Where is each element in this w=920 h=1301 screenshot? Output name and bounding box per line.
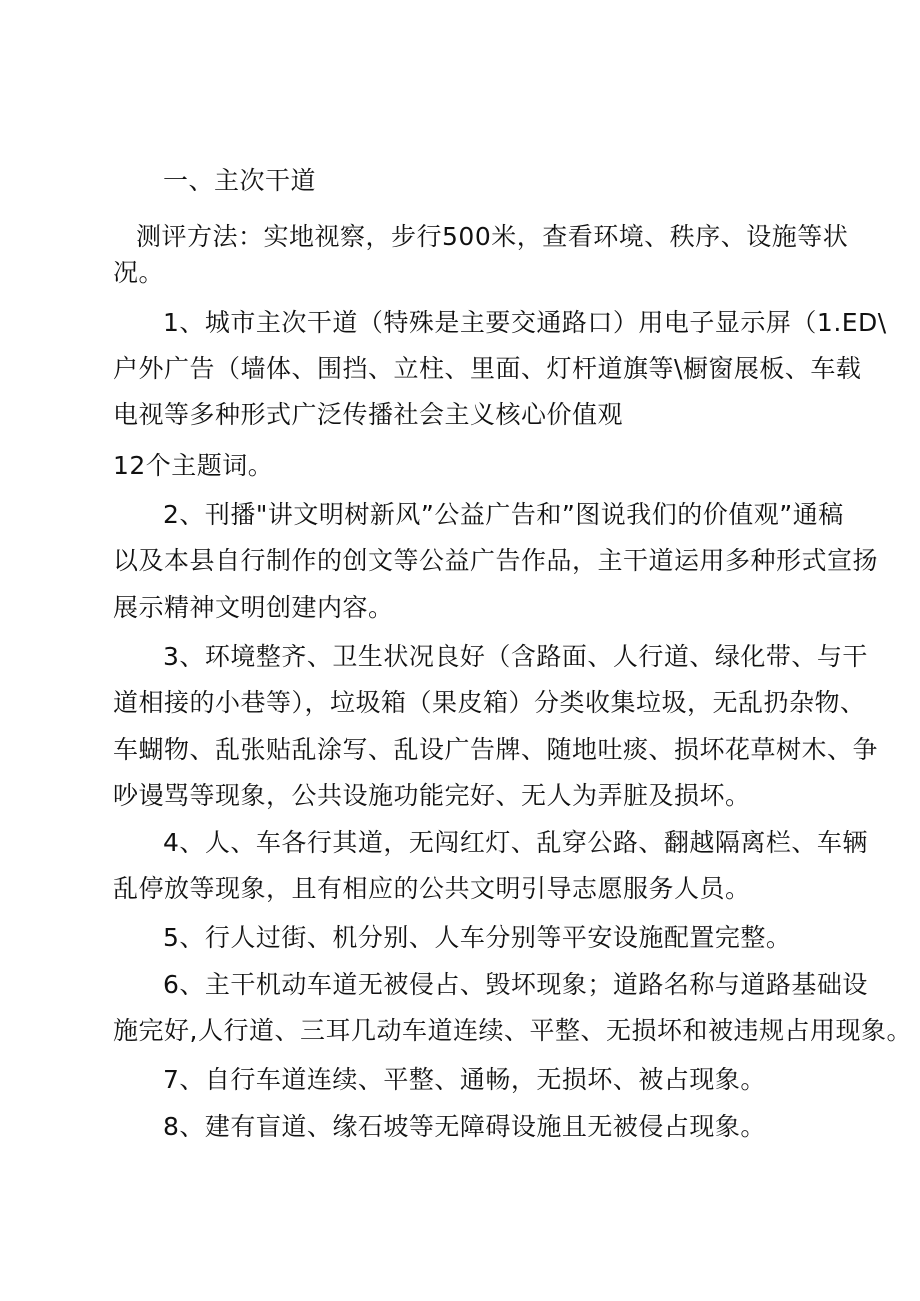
item-2-line-3: 展示精神文明创建内容。 <box>113 593 394 622</box>
section-heading: 一、主次干道 <box>163 166 317 195</box>
item-2-line-2: 以及本县自行制作的创文等公益广告作品，主干道运用多种形式宣扬 <box>113 546 879 575</box>
item-8-line-1: 8、建有盲道、缘石坡等无障碍设施且无被侵占现象。 <box>163 1112 766 1141</box>
item-2-line-1: 2、刊播"讲文明树新风”公益广告和”图说我们的价值观”通稿 <box>163 500 844 529</box>
item-1-line-1: 1、城市主次干道（特殊是主要交通路口）用电子显示屏（1.ED\ <box>163 308 887 337</box>
item-6-line-2: 施完好,人行道、三耳几动车道连续、平整、无损坏和被违规占用现象。 <box>113 1016 912 1045</box>
item-1-line-4: 12个主题词。 <box>113 451 274 480</box>
method-line-2: 况。 <box>113 258 165 287</box>
item-3-line-3: 车蝴物、乱张贴乱涂写、乱设广告牌、随地吐痰、损坏花草树木、争 <box>113 735 879 764</box>
item-4-line-1: 4、人、车各行其道，无闯红灯、乱穿公路、翻越隔离栏、车辆 <box>163 828 868 857</box>
item-4-line-2: 乱停放等现象，且有相应的公共文明引导志愿服务人员。 <box>113 874 751 903</box>
item-3-line-4: 吵谩骂等现象，公共设施功能完好、无人为弄脏及损坏。 <box>113 781 751 810</box>
item-3-line-1: 3、环境整齐、卫生状况良好（含路面、人行道、绿化带、与干 <box>163 642 868 671</box>
method-line-1: 测评方法：实地视察，步行500米，查看环境、秩序、设施等状 <box>136 222 849 251</box>
item-7-line-1: 7、自行车道连续、平整、通畅，无损坏、被占现象。 <box>163 1065 766 1094</box>
item-5-line-1: 5、行人过街、机分别、人车分别等平安设施配置完整。 <box>163 923 792 952</box>
item-6-line-1: 6、主干机动车道无被侵占、毁坏现象；道路名称与道路基础设 <box>163 970 868 999</box>
item-1-line-2: 户外广告（墙体、围挡、立柱、里面、灯杆道旗等\橱窗展板、车载 <box>113 354 862 383</box>
item-1-line-3: 电视等多种形式广泛传播社会主义核心价值观 <box>113 400 624 429</box>
item-3-line-2: 道相接的小巷等），垃圾箱（果皮箱）分类收集垃圾，无乱扔杂物、 <box>113 688 866 717</box>
